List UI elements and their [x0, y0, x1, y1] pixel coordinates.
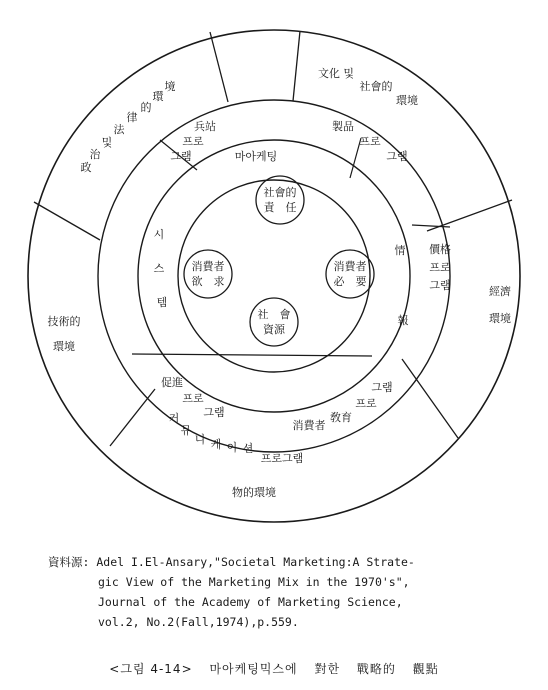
source-prefix: 資料源: [48, 555, 97, 569]
marketing-label: 마아케팅 [234, 150, 278, 163]
consumer-edu-line4: 消費者 [292, 419, 326, 432]
promotion-line1: 促進 [161, 376, 183, 389]
communication-char-3: 니 [194, 433, 206, 446]
source-line2: gic View of the Marketing Mix in the 1970's", [98, 575, 410, 589]
political-char-3: 및 [101, 136, 113, 149]
consumer-needs-line2: 必 要 [333, 275, 367, 288]
consumer-desire-line2: 欲 求 [191, 275, 225, 288]
social-responsibility-line1: 社會的 [263, 186, 297, 199]
consumer-desire-line1: 消費者 [191, 260, 225, 273]
cultural-line2: 社會的 [359, 80, 393, 93]
consumer-edu-line1: 그램 [371, 381, 393, 394]
core-circle-consumer-needs [326, 250, 374, 298]
technical-line2: 環境 [53, 340, 75, 353]
divider-mid-4 [132, 354, 372, 356]
divider-cultural-left [293, 31, 300, 101]
political-char-8: 境 [164, 80, 176, 93]
consumer-edu-line2: 프로 [355, 397, 377, 410]
social-responsibility-line2: 責 任 [263, 201, 297, 214]
figure-caption [0, 660, 548, 677]
source-line3: Journal of the Academy of Marketing Science, [98, 595, 403, 609]
product-line2: 프로 [359, 135, 381, 148]
cultural-line1: 文化 및 [317, 67, 355, 80]
divider-political-cultural [210, 32, 228, 102]
system-ring [138, 140, 410, 412]
communication-char-1: 커 [168, 412, 180, 425]
caption-text4: 觀點 [412, 662, 439, 676]
promotion-line2: 프로 [182, 392, 204, 405]
communication-program: 프로그램 [260, 452, 304, 465]
divider-technical-political [34, 202, 100, 240]
caption-number: <그림 4-14> [109, 662, 193, 676]
soldier-line3: 그램 [170, 150, 192, 163]
system-char-2: 스 [153, 262, 165, 275]
communication-char-4: 케 [210, 438, 222, 451]
political-char-4: 法 [113, 123, 125, 136]
core-circle-consumer-desire [184, 250, 232, 298]
caption-text2: 對한 [314, 662, 341, 676]
source-citation [48, 552, 528, 632]
social-resources-line2: 資源 [263, 323, 285, 336]
consumer-edu-line3: 敎育 [330, 411, 352, 424]
physical-label: 物的環境 [232, 486, 276, 499]
promotion-line3: 그램 [203, 406, 225, 419]
divider-economic-physical [402, 359, 458, 438]
economic-line2: 環境 [489, 312, 511, 325]
caption-text1: 마아케팅믹스에 [209, 662, 298, 676]
system-char-3: 템 [156, 296, 168, 309]
price-line2: 프로 [429, 261, 451, 274]
political-char-1: 政 [80, 161, 92, 174]
price-line1: 價格 [429, 243, 451, 256]
core-circle-social-resources [250, 298, 298, 346]
product-line1: 製品 [332, 120, 354, 133]
political-char-7: 環 [152, 90, 164, 103]
communication-char-5: 이 [226, 441, 238, 454]
system-char-1: 시 [153, 228, 165, 241]
consumer-needs-line1: 消費者 [333, 260, 367, 273]
political-char-6: 的 [140, 101, 152, 114]
core-circle-social-responsibility [256, 176, 304, 224]
product-line3: 그램 [386, 150, 408, 163]
communication-char-6: 션 [242, 442, 254, 455]
information-char-1: 情 [394, 244, 406, 257]
social-resources-line1: 社 會 [257, 308, 291, 321]
cultural-line3: 環境 [396, 94, 418, 107]
source-line1: Adel I.El-Ansary,"Societal Marketing:A Strate- [96, 555, 415, 569]
communication-char-2: 뮤 [180, 424, 192, 437]
caption-text3: 戰略的 [356, 662, 396, 676]
political-char-5: 律 [126, 111, 138, 124]
economic-line1: 經濟 [489, 285, 511, 298]
technical-line1: 技術的 [47, 315, 81, 328]
source-line4: vol.2, No.2(Fall,1974),p.559. [98, 615, 299, 629]
divider-physical-technical [110, 389, 155, 446]
soldier-line1: 兵站 [194, 120, 216, 133]
information-char-2: 報 [397, 314, 409, 327]
price-line3: 그램 [429, 279, 451, 292]
political-char-2: 治 [89, 148, 101, 161]
soldier-line2: 프로 [182, 135, 204, 148]
outer-environment-ring [28, 30, 520, 522]
